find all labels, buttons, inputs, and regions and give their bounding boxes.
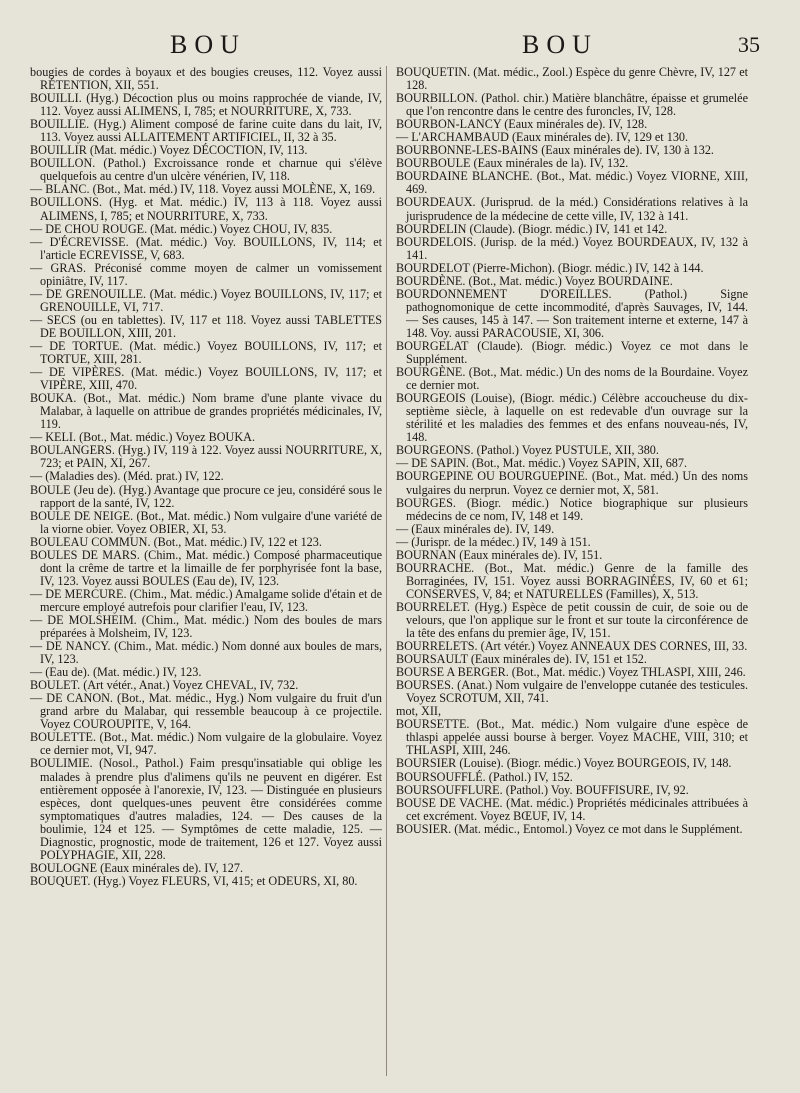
dictionary-entry: BOULOGNE (Eaux minérales de). IV, 127. [30, 860, 244, 875]
dictionary-entry: BOULANGERS. (Hyg.) IV, 119 à 122. Voyez aussi NOURRITURE, X, 723; et PAIN, XI, 267. [30, 443, 382, 471]
dictionary-entry: BOUILLI. (Hyg.) Décoction plus ou moins rapprochée de viande, IV, 112. Voyez aussi ALIMENS, I, 785; et NOURRITURE, X, 733. [30, 91, 382, 119]
dictionary-entry: BOURSETTE. (Bot., Mat. médic.) Nom vulgaire d'une espèce de thlaspi appelée aussi bourse à berger. Voyez MACHE, VIII, 310; et THLASPI, XIII, 246. [396, 717, 748, 758]
dictionary-entry: BOUQUETIN. (Mat. médic., Zool.) Espèce du genre Chèvre, IV, 127 et 128. [396, 65, 748, 93]
dictionary-entry: BOURNAN (Eaux minérales de). IV, 151. [396, 547, 603, 562]
dictionary-entry: — DE MOLSHEIM. (Chim., Mat. médic.) Nom des boules de mars préparées à Molsheim, IV, 123. [30, 612, 382, 641]
dictionary-entry: BOURRELET. (Hyg.) Espèce de petit coussin de cuir, de soie ou de velours, que l'on applique sur le front et sur toute la circonférence de la tête des enfans du premier âge, IV, 151. [396, 599, 748, 641]
dictionary-entry: — DE NANCY. (Chim., Mat. médic.) Nom donné aux boules de mars, IV, 123. [30, 639, 382, 667]
dictionary-entry: BOURRACHE. (Bot., Mat. médic.) Genre de la famille des Borraginées, IV, 151. Voyez aussi BORRAGINÉES, IV, 60 et 61; CONSERVES, V, 84; et NATURELLES (Familles), X, 513. [396, 560, 748, 601]
dictionary-entry: BOURSES. (Anat.) Nom vulgaire de l'enveloppe cutanée des testicules. Voyez SCROTUM, XII, 741. [396, 678, 748, 706]
dictionary-entry: — D'ÉCREVISSE. (Mat. médic.) Voy. BOUILLONS, IV, 114; et l'article ECREVISSE, V, 683. [30, 234, 382, 262]
dictionary-entry: — DE SAPIN. (Bot., Mat. médic.) Voyez SAPIN, XII, 687. [396, 456, 688, 471]
dictionary-entry: BOURRELETS. (Art vétér.) Voyez ANNEAUX DES CORNES, III, 33. [396, 639, 748, 654]
dictionary-entry: BOUILLIR (Mat. médic.) Voyez DÉCOCTION, IV, 113. [30, 143, 308, 158]
dictionary-entry: — DE TORTUE. (Mat. médic.) Voyez BOUILLONS, IV, 117; et TORTUE, XIII, 281. [30, 338, 382, 367]
dictionary-entry: BOURGEPINE OU BOURGUEPINE. (Bot., Mat. méd.) Un des noms vulgaires du nerprun. Voyez ce dernier mot, X, 581. [396, 469, 748, 497]
dictionary-entry: BOULE (Jeu de). (Hyg.) Avantage que procure ce jeu, considéré sous le rapport de la santé, IV, 122. [30, 482, 382, 510]
column-divider [386, 66, 387, 1076]
dictionary-entry: BOURSAULT (Eaux minérales de). IV, 151 et 152. [396, 652, 647, 667]
dictionary-entry: — L'ARCHAMBAUD (Eaux minérales de). IV, 129 et 130. [396, 130, 689, 145]
dictionary-entry: — DE CHOU ROUGE. (Mat. médic.) Voyez CHOU, IV, 835. [30, 221, 333, 236]
dictionary-entry: BOURDELOT (Pierre-Michon). (Biogr. médic.) IV, 142 à 144. [396, 260, 704, 275]
dictionary-entry: BOUSE DE VACHE. (Mat. médic.) Propriétés médicinales attribuées à cet excrément. Voyez BŒUF, IV, 14. [396, 795, 748, 823]
dictionary-entry: BOURSE A BERGER. (Bot., Mat. médic.) Voyez THLASPI, XIII, 246. [396, 665, 746, 680]
dictionary-entry: mot, XII, [396, 704, 442, 719]
dictionary-entry: — (Eaux minérales de). IV, 149. [396, 521, 555, 536]
dictionary-entry: BOURDELIN (Claude). (Biogr. médic.) IV, 141 et 142. [396, 221, 668, 236]
dictionary-entry: BOURGEONS. (Pathol.) Voyez PUSTULE, XII, 380. [396, 443, 659, 458]
dictionary-entry: — KELI. (Bot., Mat. médic.) Voyez BOUKA. [30, 430, 255, 445]
dictionary-entry: — DE GRENOUILLE. (Mat. médic.) Voyez BOUILLONS, IV, 117; et GRENOUILLE, VI, 717. [30, 286, 382, 314]
dictionary-entry: BOURDEAUX. (Jurisprud. de la méd.) Considérations relatives à la jurisprudence de la médecine de cette ville, IV, 132 à 141. [396, 195, 748, 223]
dictionary-entry: BOULES DE MARS. (Chim., Mat. médic.) Composé pharmaceutique dont la crême de tartre et la limaille de fer porphyrisée font la base, IV, 123. Voyez aussi BOULES (Eau de), IV, 123. [30, 547, 382, 588]
dictionary-entry: BOURSIER (Louise). (Biogr. médic.) Voyez BOURGEOIS, IV, 148. [396, 756, 732, 771]
dictionary-entry: BOUILLONS. (Hyg. et Mat. médic.) IV, 113 à 118. Voyez aussi ALIMENS, I, 785; et NOURRITURE, X, 733. [30, 195, 382, 223]
dictionary-entry: BOURDONNEMENT D'OREILLES. (Pathol.) Signe pathognomonique de cette incommodité, d'après Sauvages, IV, 144. — Ses causes, 145 à 147. — Son traitement interne et externe, 147 à 148. Voy. aussi PARACOUSIE, XI, 306. [396, 286, 748, 340]
dictionary-entry: BOULEAU COMMUN. (Bot., Mat. médic.) IV, 122 et 123. [30, 534, 322, 549]
right-column [396, 66, 748, 836]
dictionary-entry: — SECS (ou en tablettes). IV, 117 et 118. Voyez aussi TABLETTES DE BOUILLON, XIII, 201. [30, 312, 382, 340]
dictionary-entry: BOUKA. (Bot., Mat. médic.) Nom brame d'une plante vivace du Malabar, à laquelle on attribue de grandes propriétés médicinales, IV, 119. [30, 391, 382, 432]
dictionary-entry: BOURDELOIS. (Jurisp. de la méd.) Voyez BOURDEAUX, IV, 132 à 141. [396, 234, 748, 262]
dictionary-entry: BOURBON-LANCY (Eaux minérales de). IV, 128. [396, 117, 648, 132]
dictionary-entry: BOUILLON. (Pathol.) Excroissance ronde et charnue qui s'élève quelquefois au centre d'un ulcère vénérien, IV, 118. [30, 156, 382, 184]
dictionary-entry: BOURGELAT (Claude). (Biogr. médic.) Voyez ce mot dans le Supplément. [396, 338, 748, 367]
dictionary-entry: — DE VIPÈRES. (Mat. médic.) Voyez BOUILLONS, IV, 117; et VIPÈRE, XIII, 470. [30, 365, 382, 393]
dictionary-entry: bougies de cordes à boyaux et des bougies creuses, 112. Voyez aussi RÉTENTION, XII, 551. [30, 65, 382, 93]
dictionary-entry: BOURDÈNE. (Bot., Mat. médic.) Voyez BOURDAINE. [396, 273, 673, 288]
dictionary-entry: BOUQUET. (Hyg.) Voyez FLEURS, VI, 415; et ODEURS, XI, 80. [30, 873, 358, 888]
dictionary-entry: BOURGES. (Biogr. médic.) Notice biographique sur plusieurs médecins de ce nom, IV, 148 et 149. [396, 495, 748, 523]
dictionary-entry: — (Maladies des). (Méd. prat.) IV, 122. [30, 469, 224, 484]
running-head-left: BOU [170, 30, 246, 59]
dictionary-entry: BOULET. (Art vétér., Anat.) Voyez CHEVAL, IV, 732. [30, 678, 299, 693]
dictionary-entry: BOUILLIE. (Hyg.) Aliment composé de farine cuite dans du lait, IV, 113. Voyez aussi ALLAITEMENT ARTIFICIEL, II, 32 à 35. [30, 117, 382, 145]
dictionary-entry: — DE MERCURE. (Chim., Mat. médic.) Amalgame solide d'étain et de mercure employé autrefois pour clarifier l'eau, IV, 123. [30, 586, 382, 614]
dictionary-entry: BOURBONNE-LES-BAINS (Eaux minérales de). IV, 130 à 132. [396, 143, 714, 158]
dictionary-entry: — BLANC. (Bot., Mat. méd.) IV, 118. Voyez aussi MOLÈNE, X, 169. [30, 182, 376, 197]
dictionary-entry: BOULE DE NEIGE. (Bot., Mat. médic.) Nom vulgaire d'une variété de la viorne obier. Voyez OBIER, XI, 53. [30, 508, 382, 536]
left-column [30, 66, 382, 888]
dictionary-entry: BOURSOUFFLÉ. (Pathol.) IV, 152. [396, 769, 573, 784]
dictionary-entry: BOURGEOIS (Louise), (Biogr. médic.) Célèbre accoucheuse du dix-septième siècle, à laquelle on est redevable d'un ouvrage sur la stérilité et les maladies des femmes et des enfans nouveau-nés, IV, 148. [396, 391, 748, 445]
page-number: 35 [738, 32, 760, 57]
dictionary-entry: — GRAS. Préconisé comme moyen de calmer un vomissement opiniâtre, IV, 117. [30, 260, 382, 288]
dictionary-entry: BOURSOUFFLURE. (Pathol.) Voy. BOUFFISURE, IV, 92. [396, 782, 689, 797]
dictionary-entry: — (Eau de). (Mat. médic.) IV, 123. [30, 665, 202, 680]
dictionary-entry: BOUSIER. (Mat. médic., Entomol.) Voyez ce mot dans le Supplément. [396, 821, 743, 836]
running-head-right: BOU [522, 30, 598, 59]
dictionary-entry: BOULETTE. (Bot., Mat. médic.) Nom vulgaire de la globulaire. Voyez ce dernier mot, VI, 947. [30, 730, 382, 758]
dictionary-entry: BOURDAINE BLANCHE. (Bot., Mat. médic.) Voyez VIORNE, XIII, 469. [396, 169, 748, 197]
dictionary-entry: — DE CANON. (Bot., Mat. médic., Hyg.) Nom vulgaire du fruit d'un grand arbre du Malabar, qui ressemble beaucoup à ce projectile. Voyez COUROUPITE, V, 164. [30, 691, 382, 732]
dictionary-entry: — (Jurispr. de la médec.) IV, 149 à 151. [396, 534, 591, 549]
dictionary-entry: BOURGÈNE. (Bot., Mat. médic.) Un des noms de la Bourdaine. Voyez ce dernier mot. [396, 365, 748, 393]
dictionary-entry: BOURBOULE (Eaux minérales de la). IV, 132. [396, 156, 629, 171]
dictionary-entry: BOULIMIE. (Nosol., Pathol.) Faim presqu'insatiable qui oblige les malades à prendre plus d'alimens qu'ils ne peuvent en digérer. Est entièrement opposée à l'anorexie, IV, 123. — Distinguée en plusieurs espèces, dont quelques-unes peuvent être considérées comme symptomatiques d'autres maladies, 124. — Des causes de la boulimie, 124 et 125. — Symptômes de cette maladie, 125. — Diagnostic, prognostic, mode de traitement, 126 et 127. Voyez aussi POLYPHAGIE, XII, 228. [30, 756, 382, 862]
dictionary-entry: BOURBILLON. (Pathol. chir.) Matière blanchâtre, épaisse et grumelée que l'on rencontre dans le centre des furoncles, IV, 128. [396, 91, 748, 119]
